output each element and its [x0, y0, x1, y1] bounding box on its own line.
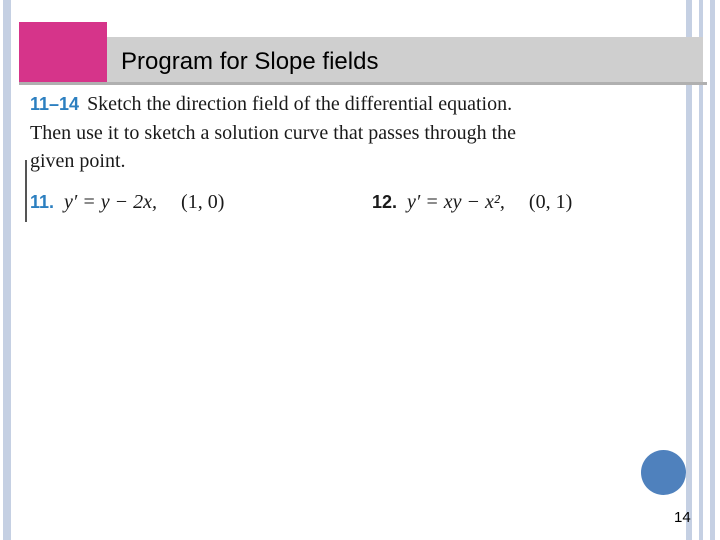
page-number: 14 [674, 509, 691, 526]
problem-12 [372, 191, 572, 214]
textbook-excerpt [26, 90, 646, 218]
problem-point: (0, 1) [528, 191, 573, 213]
problem-number: 12. [372, 192, 398, 212]
problem-number: 11. [30, 192, 55, 212]
problem-range-label: 11–14 [30, 94, 80, 114]
decorative-circle [641, 450, 686, 495]
problem-point: (1, 0) [181, 191, 225, 213]
problem-11 [30, 191, 224, 214]
right-border-stripe [710, 0, 715, 540]
instruction-line-1 [30, 93, 512, 116]
instruction-line-2: Then use it to sketch a solution curve that passes through the [30, 122, 517, 144]
instruction-line-3: given point. [30, 150, 126, 172]
excerpt-left-rule [25, 160, 27, 222]
slide-title: Program for Slope fields [121, 48, 379, 75]
left-border-stripe [3, 0, 11, 540]
problem-equation: y′ = y − 2x, [64, 191, 158, 213]
title-band-edge [19, 82, 707, 85]
title-accent-block [19, 22, 107, 82]
instruction-text: Sketch the direction field of the differential equation. [87, 93, 513, 115]
problem-equation: y′ = xy − x², [407, 191, 505, 213]
